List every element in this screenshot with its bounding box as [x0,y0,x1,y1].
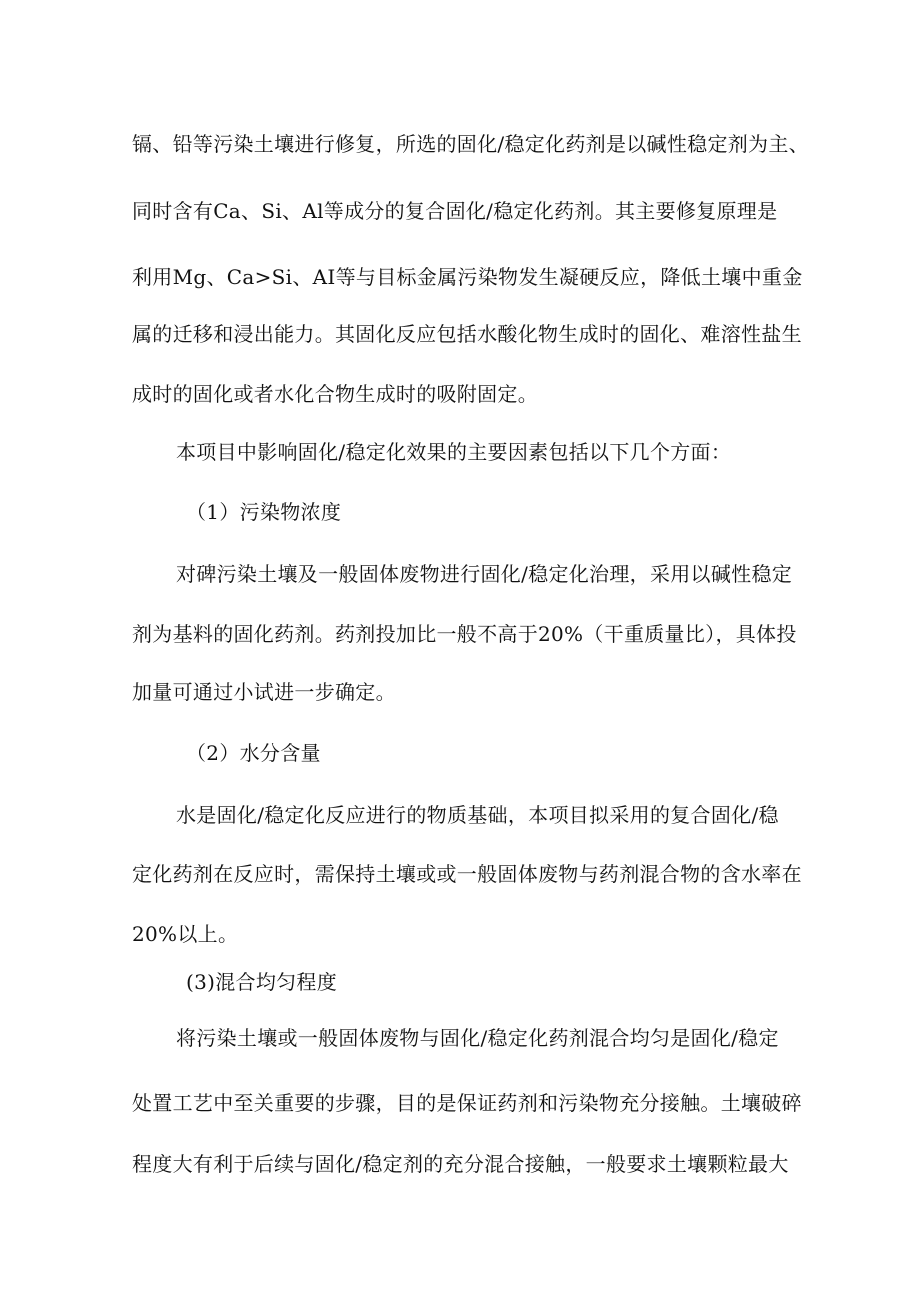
text-line: 程度大有利于后续与固化/稳定剂的充分混合接触，一般要求土壤颗粒最大 [132,1152,789,1176]
text-line: 同时含有Ca、Si、Al等成分的复合固化/稳定化药剂。其主要修复原理是 [132,199,778,223]
text-line: 加量可通过小试进一步确定。 [132,680,396,704]
text-line: 本项目中影响固化/稳定化效果的主要因素包括以下几个方面： [176,440,732,464]
section-heading-mixing-uniformity: (3)混合均匀程度 [186,970,338,994]
section-heading-water-content: （2）水分含量 [186,741,321,765]
text-line: 对碑污染土壤及一般固体废物进行固化/稳定化治理，采用以碱性稳定 [176,562,793,586]
text-line: 水是固化/稳定化反应进行的物质基础，本项目拟采用的复合固化/稳 [176,803,779,827]
text-line: 处置工艺中至关重要的步骤，目的是保证药剂和污染物充分接触。土壤破碎 [132,1091,802,1115]
text-line: 镉、铅等污染土壤进行修复，所选的固化/稳定化药剂是以碱性稳定剂为主、 [132,132,809,156]
text-line: 属的迁移和浸出能力。其固化反应包括水酸化物生成时的固化、难溶性盐生 [132,322,802,346]
section-heading-pollutant-concentration: （1）污染物浓度 [186,500,342,524]
text-line: 将污染土壤或一般固体废物与固化/稳定化药剂混合均匀是固化/稳定 [176,1026,779,1050]
text-line: 利用Mg、Ca>Si、AI等与目标金属污染物发生凝硬反应，降低土壤中重金 [132,265,803,289]
text-line: 成时的固化或者水化合物生成时的吸附固定。 [132,382,538,406]
text-line: 剂为基料的固化药剂。药剂投加比一般不高于20%（干重质量比），具体投 [132,622,797,646]
text-line: 定化药剂在反应时，需保持土壤或或一般固体废物与药剂混合物的含水率在 [132,862,802,886]
text-line: 20%以上。 [132,922,239,946]
